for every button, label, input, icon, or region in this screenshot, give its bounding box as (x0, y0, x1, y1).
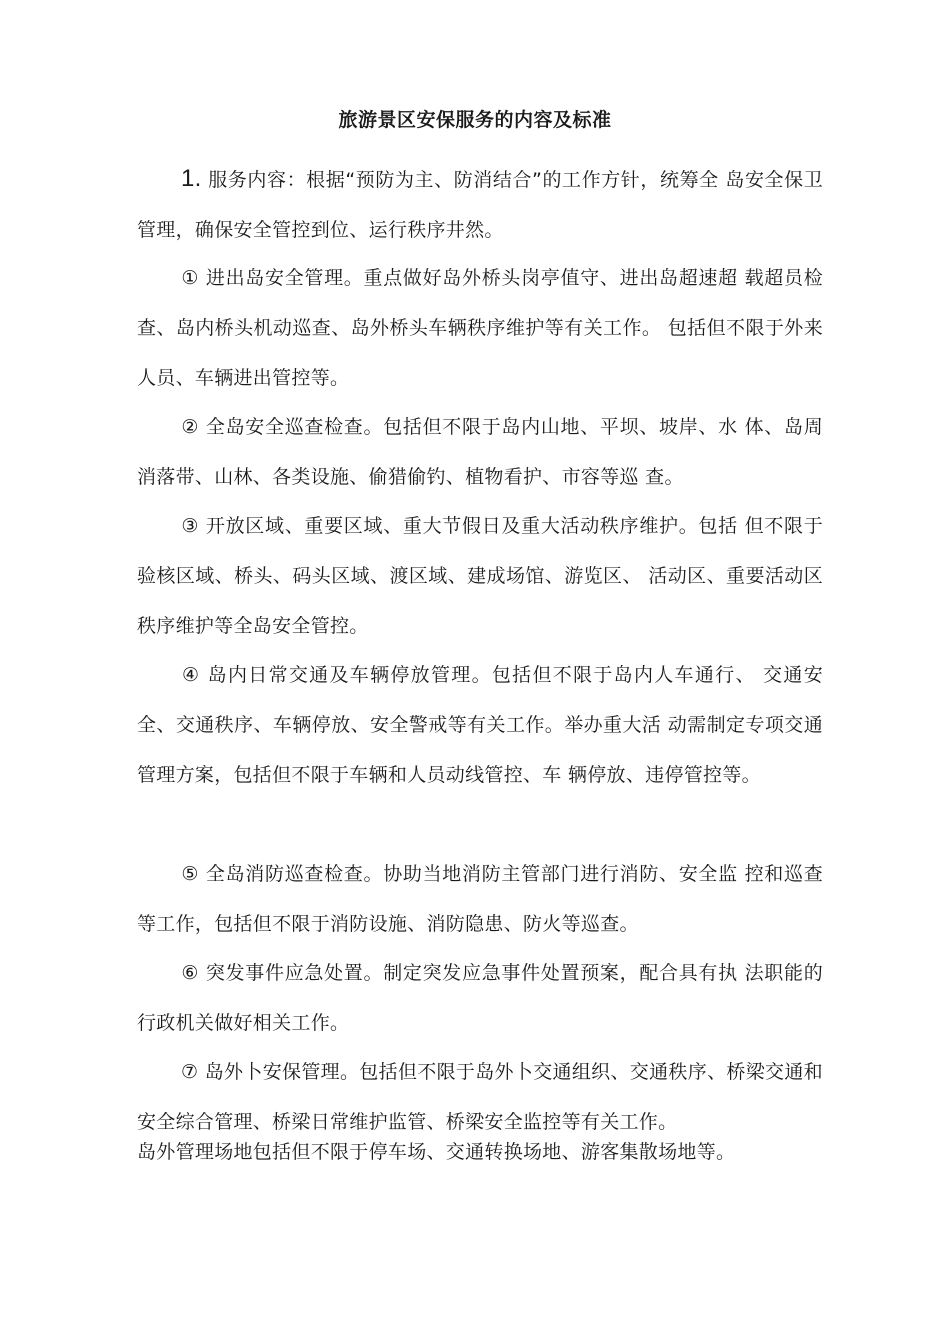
document-title: 旅游景区安保服务的内容及标准 (338, 109, 612, 131)
closing-paragraph: 岛外管理场地包括但不限于停车场、交通转换场地、游客集散场地等。 (137, 1141, 736, 1163)
item-5-paragraph (137, 849, 823, 949)
item-6-text: 突发事件应急处置。制定突发应急事件处置预案，配合具有执 法职能的行政机关做好相关工作。 (137, 962, 823, 1034)
item-4-paragraph (137, 650, 823, 800)
item-1-text: 进出岛安全管理。重点做好岛外桥头岗亭值守、进出岛超速超 载超员检查、岛内桥头机动巡查、岛外桥头车辆秩序维护等有关工作。 包括但不限于外来人员、车辆进出管控等。 (137, 267, 823, 389)
item-4-marker: ④ (181, 664, 201, 686)
item-6-marker: ⑥ (181, 962, 200, 984)
section-1-paragraph (137, 154, 823, 255)
item-1-marker: ① (181, 267, 200, 289)
item-4-text: 岛内日常交通及车辆停放管理。包括但不限于岛内人车通行、 交通安全、交通秩序、车辆停放、安全警戒等有关工作。举办重大活 动需制定专项交通管理方案，包括但不限于车辆和人员动线管控、车 辆停放、违停管控等。 (137, 664, 823, 786)
item-2-marker: ② (181, 416, 200, 438)
item-5-text: 全岛消防巡查检查。协助当地消防主管部门进行消防、安全监 控和巡查等工作，包括但不限于消防设施、消防隐患、防火等巡查。 (137, 863, 823, 935)
section-1-number: 1. (181, 165, 202, 192)
section-1-text: 服务内容：根据“预防为主、防消结合”的工作方针，统筹全 岛安全保卫管理，确保安全管控到位、运行秩序井然。 (137, 169, 823, 241)
item-3-paragraph (137, 501, 823, 651)
item-7-marker: ⑦ (181, 1061, 199, 1083)
item-7-text: 岛外卜安保管理。包括但不限于岛外卜交通组织、交通秩序、桥梁交通和安全综合管理、桥梁日常维护监管、桥梁安全监控等有关工作。 (137, 1061, 823, 1133)
item-2-paragraph (137, 402, 823, 502)
item-3-text: 开放区域、重要区域、重大节假日及重大活动秩序维护。包括 但不限于验核区域、桥头、码头区域、渡区域、建成场馆、游览区、 活动区、重要活动区秩序维护等全岛安全管控。 (137, 515, 823, 637)
item-6-paragraph (137, 948, 823, 1048)
item-7-paragraph (137, 1047, 823, 1147)
item-5-marker: ⑤ (181, 863, 200, 885)
item-1-paragraph (137, 253, 823, 403)
item-3-marker: ③ (181, 515, 200, 537)
item-2-text: 全岛安全巡查检查。包括但不限于岛内山地、平坝、坡岸、水 体、岛周消落带、山林、各类设施、偷猎偷钓、植物看护、市容等巡 查。 (137, 416, 823, 488)
